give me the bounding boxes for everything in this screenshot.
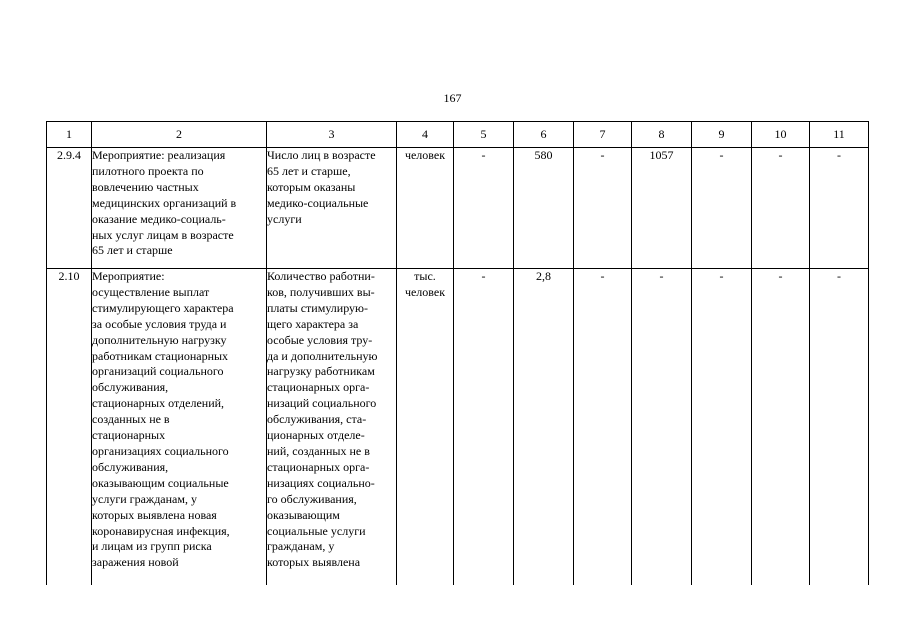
column-header: 5 — [454, 122, 514, 148]
cell-text-line: созданных не в — [92, 412, 170, 427]
indicator-cell — [267, 148, 397, 269]
cell-text-line: вовлечению частных — [92, 179, 199, 194]
cell-text-line: организациях социального — [92, 443, 229, 458]
cell-text-line: нагрузку работникам — [267, 364, 375, 379]
cell-text-line: коронавирусная инфекция, — [92, 523, 230, 538]
cell-text-line: платы стимулирую- — [267, 300, 369, 315]
cell-text-line: стационарных отделений, — [92, 396, 225, 411]
value-cell: - — [574, 148, 632, 269]
cell-text-line: организаций социального — [92, 364, 224, 379]
column-header: 7 — [574, 122, 632, 148]
cell-text-line: социальные услуги — [267, 523, 366, 538]
cell-text-line: Мероприятие: реализация — [92, 148, 226, 162]
value-cell: - — [692, 148, 752, 269]
cell-text-line: оказание медико-социаль- — [92, 211, 226, 226]
cell-text-line: ков, получивших вы- — [267, 284, 375, 299]
event-cell — [92, 269, 267, 586]
table-header-row — [47, 122, 869, 148]
cell-text-line: низаций социального — [267, 396, 377, 411]
column-header: 3 — [267, 122, 397, 148]
cell-text-line: стационарных орга- — [267, 380, 370, 395]
cell-text-line: человек — [404, 284, 446, 299]
cell-text-line: которых выявлена новая — [92, 507, 217, 522]
cell-text-line: Число лиц в возрасте — [267, 148, 376, 162]
cell-text-line: низациях социально- — [267, 475, 375, 490]
value-cell: 2,8 — [514, 269, 574, 586]
column-header: 2 — [92, 122, 267, 148]
cell-text-line: Количество работни- — [267, 269, 375, 283]
column-header: 4 — [397, 122, 454, 148]
page-number: 167 — [443, 91, 462, 105]
cell-text-line: тыс. — [414, 269, 436, 283]
cell-text-line: услуги гражданам, у — [92, 491, 197, 506]
cell-text-line: стимулирующего характера — [92, 300, 234, 315]
cell-text-line: щего характера за — [267, 316, 359, 331]
cell-text-line: работникам стационарных — [92, 348, 229, 363]
event-cell — [92, 148, 267, 269]
cell-text-line: ных услуг лицам в возрасте — [92, 227, 234, 242]
cell-text-line: обслуживания, — [92, 380, 169, 395]
cell-text-line: заражения новой — [92, 555, 179, 570]
cell-text-line: услуги — [267, 211, 302, 226]
value-cell: - — [454, 269, 514, 586]
cell-text-line: ционарных отделе- — [267, 428, 365, 443]
value-cell: 1057 — [632, 148, 692, 269]
row-number: 2.10 — [47, 269, 92, 586]
cell-text-line: стационарных — [92, 428, 166, 443]
cell-text-line: 65 лет и старше, — [267, 163, 351, 178]
column-header: 9 — [692, 122, 752, 148]
indicator-cell — [267, 269, 397, 586]
cell-text-line: дополнительную нагрузку — [92, 332, 227, 347]
unit-cell — [397, 148, 454, 269]
cell-text-line: медико-социальные — [267, 195, 369, 210]
value-cell: - — [692, 269, 752, 586]
value-cell: - — [752, 148, 810, 269]
value-cell: - — [810, 269, 869, 586]
cell-text-line: обслуживания, — [92, 459, 169, 474]
cell-text-line: гражданам, у — [267, 539, 335, 554]
cell-text-line: которым оказаны — [267, 179, 356, 194]
cell-text-line: пилотного проекта по — [92, 163, 204, 178]
value-cell: - — [632, 269, 692, 586]
cell-text-line: особые условия тру- — [267, 332, 373, 347]
cell-text-line: медицинских организаций в — [92, 195, 237, 210]
value-cell: - — [752, 269, 810, 586]
table-row — [47, 269, 869, 586]
value-cell: - — [810, 148, 869, 269]
value-cell: - — [454, 148, 514, 269]
cell-text-line: 65 лет и старше — [92, 243, 173, 258]
cell-text-line: ний, созданных не в — [267, 443, 370, 458]
cell-text-line: которых выявлена — [267, 555, 361, 570]
column-header: 6 — [514, 122, 574, 148]
table-row — [47, 148, 869, 269]
cell-text-line: да и дополнительную — [267, 348, 378, 363]
column-header: 10 — [752, 122, 810, 148]
column-header: 1 — [47, 122, 92, 148]
cell-text-line: Мероприятие: — [92, 269, 165, 283]
cell-text-line: за особые условия труда и — [92, 316, 227, 331]
column-header: 11 — [810, 122, 869, 148]
cell-text-line: и лицам из групп риска — [92, 539, 212, 554]
row-number: 2.9.4 — [47, 148, 92, 269]
column-header: 8 — [632, 122, 692, 148]
cell-text-line: стационарных орга- — [267, 459, 370, 474]
cell-text-line: осуществление выплат — [92, 284, 210, 299]
unit-cell — [397, 269, 454, 586]
cell-text-line: оказывающим — [267, 507, 340, 522]
value-cell: - — [574, 269, 632, 586]
cell-text-line: человек — [404, 148, 446, 162]
cell-text-line: обслуживания, ста- — [267, 412, 367, 427]
cell-text-line: оказывающим социальные — [92, 475, 229, 490]
cell-text-line: го обслуживания, — [267, 491, 357, 506]
indicators-table — [46, 121, 869, 585]
value-cell: 580 — [514, 148, 574, 269]
